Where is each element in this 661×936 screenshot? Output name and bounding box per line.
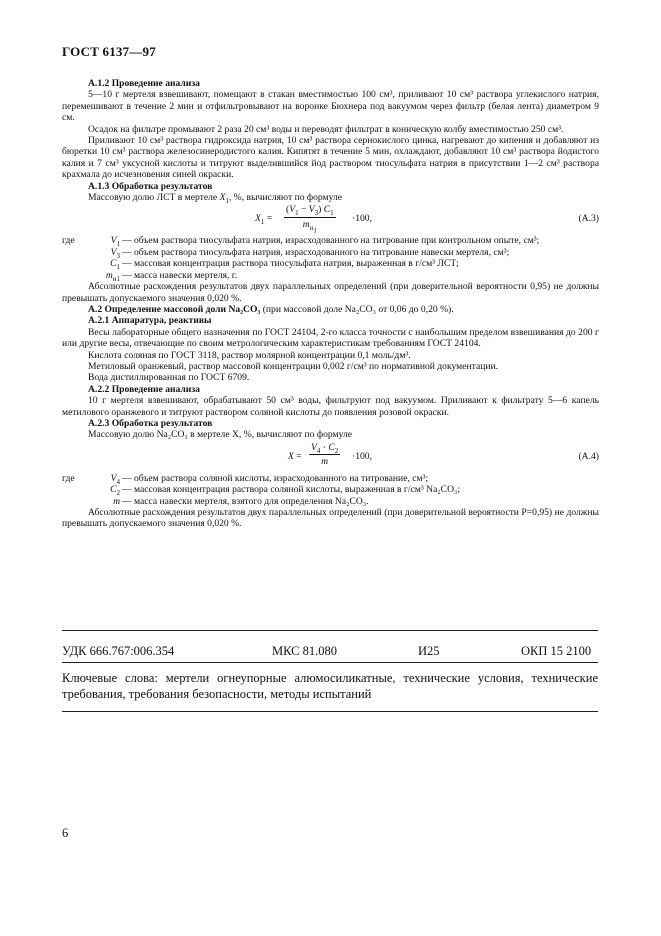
paragraph: 5—10 г мертеля взвешивают, помещают в стакан вместимостью 100 см³, приливают 10 см³ раствора углекислого натрия, перемешивают в течение 2 мин и отфильтровывают на воронке Бюхнера под вакуумом через фильтр (белая лента) диаметром 9 см. — [62, 89, 599, 124]
definition-row: где $V_1$ — объем раствора тиосульфата натрия, израсходованного на титрование при контрольном опыте, см³; — [62, 235, 540, 249]
divider — [62, 711, 598, 712]
section-heading-a12: А.1.2 Проведение анализа — [88, 78, 200, 89]
formula-number: (А.3) — [578, 213, 599, 225]
section-heading-a13: А.1.3 Обработка результатов — [88, 180, 213, 192]
classification-code: И25 — [418, 644, 440, 658]
paragraph: Абсолютные расхождения результатов двух параллельных определений (при доверительной вероятности 0,95) не должны превышать допускаемого значения 0,020 %. — [62, 281, 599, 304]
formula-intro: Массовую долю ЛСТ в мертеле $X_1$, %, вычисляют по формуле — [88, 192, 343, 205]
paragraph: Осадок на фильтре промывают 2 раза 20 см³ воды и переводят фильтрат в коническую колбу вместимостью 250 см³. — [88, 123, 564, 135]
section-heading-a22: А.2.2 Проведение анализа — [88, 383, 200, 395]
paragraph: Метиловый оранжевый, раствор массовой концентрации 0,002 г/см³ по нормативной документации. — [88, 360, 499, 372]
definition-row: $C_1$ — массовая концентрация раствора тиосульфата натрия, выраженная в г/см³ ЛСТ; — [110, 258, 459, 272]
formula-a4: X = $\frac{V_4 \cdot C_2}{m}$ ·100, (А.4) — [288, 441, 599, 468]
udk-code: УДК 666.767:006.354 — [62, 644, 175, 658]
formula-intro: Массовую долю Na₂CO₃ в мертеле X, %, вычисляют по формуле — [88, 429, 353, 441]
divider — [62, 662, 598, 663]
paragraph: 10 г мертеля взвешивают, обрабатывают 50 см³ воды, фильтруют под вакуумом. Приливают к фильтрату 5—6 капель метилового оранжевого и титруют раствором соляной кислоты до появления розовой окраски. — [62, 395, 599, 418]
paragraph: Приливают 10 см³ раствора гидроксида натрия, 10 см³ раствора сернокислого цинка, нагревают до кипения и добавляют из бюретки 10 см³ раствора железосинеродистого калия. Кипятят в течение 5 мин, охлаждают, добавляют 10 см³ раствора йодистого калия и 7 см³ уксусной кислоты и титруют выделившийся йод раствором тиосульфата натрия в присутствии 1—2 см³ раствора крахмала до исчезновения синей окраски. — [62, 135, 599, 181]
paragraph: Вода дистиллированная по ГОСТ 6709. — [88, 372, 250, 384]
section-heading-a2: А.2 Определение массовой доли Na₂CO₃ (при массовой доле Na₂CO₃ от 0,06 до 0,20 %). — [88, 303, 454, 315]
definition-row: где $V_4$ — объем раствора соляной кислоты, израсходованного на титрование, см³; — [62, 472, 429, 486]
keywords: Ключевые слова: мертели огнеупорные алюмосиликатные, технические условия, технические требования, требования безопасности, методы испытаний — [62, 671, 598, 701]
definition-row: m — масса навески мертеля, взятого для определения Na₂CO₃. — [113, 495, 369, 507]
page-number: 6 — [62, 826, 69, 840]
divider — [62, 630, 598, 631]
definition-row: $m_{н1}$ — масса навески мертеля, г. — [105, 269, 238, 283]
paragraph: Весы лабораторные общего назначения по ГОСТ 24104, 2-го класса точности с наибольшим пределом взвешивания до 200 г или другие весы, отвечающие по своим метрологическим характеристикам требованиям ГОСТ 24104. — [62, 326, 599, 350]
paragraph: Кислота соляная по ГОСТ 3118, раствор молярной концентрации 0,1 моль/дм³. — [88, 349, 411, 361]
section-heading-a21: А.2.1 Аппаратура, реактивы — [88, 315, 212, 327]
document-header: ГОСТ 6137—97 — [62, 44, 156, 59]
section-heading-a23: А.2.3 Обработка результатов — [88, 417, 213, 429]
definition-row: $V_3$ — объем раствора тиосульфата натрия, израсходованного на титрование навески мертеля, см³; — [110, 246, 510, 260]
mks-code: МКС 81.080 — [272, 644, 337, 658]
formula-a3: $X_1$ = $(V_1 - V_3)$ $C_1$ $m_{н_1}$ ·100, (А.3) — [255, 204, 599, 235]
okp-code: ОКП 15 2100 — [521, 644, 592, 658]
formula-number: (А.4) — [578, 450, 599, 462]
document-body — [62, 78, 599, 530]
paragraph: Абсолютные расхождения результатов двух параллельных определений (при доверительной вероятности P=0,95) не должны превышать допускаемого значения 0,020 %. — [62, 507, 599, 530]
definition-row: $C_2$ — массовая концентрация раствора соляной кислоты, выраженная в г/см³ Na₂CO₃; — [110, 484, 461, 498]
